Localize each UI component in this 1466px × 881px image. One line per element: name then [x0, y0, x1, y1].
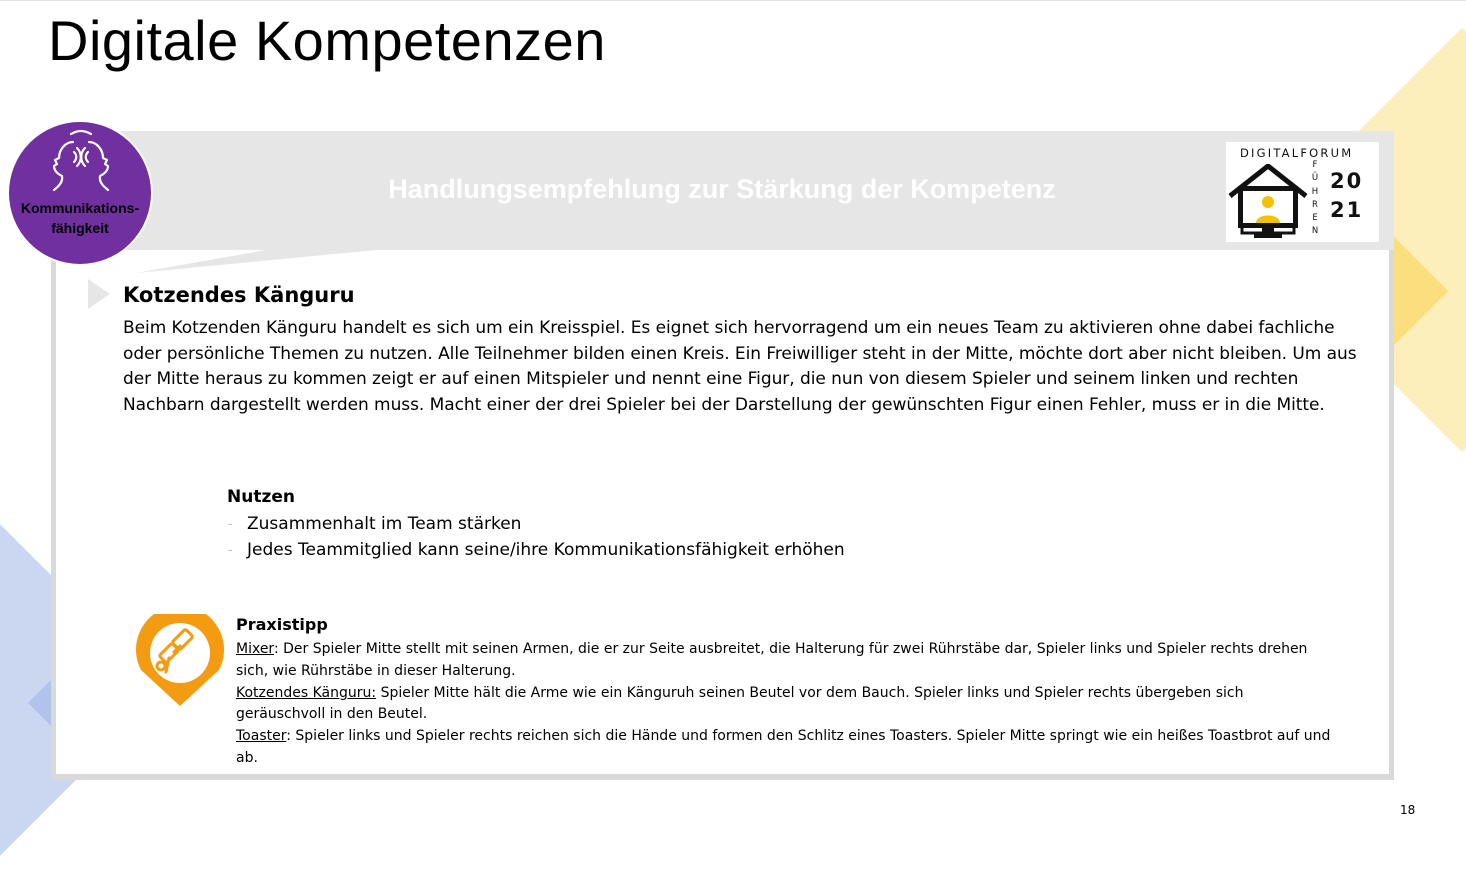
page-number: 18	[1400, 803, 1416, 817]
tipp-separator: :	[286, 728, 296, 745]
logo-letter: F	[1312, 160, 1318, 170]
list-item	[226, 512, 845, 538]
triangle-bullet-icon	[88, 279, 112, 309]
tipp-desc-toaster: Spieler links und Spieler rechts reichen sich die Hände und formen den Schlitz eines Toasters. Spieler Mitte springt wie ein heißes Toastbrot auf und ab.	[236, 728, 1331, 766]
dash-bullet: -	[228, 517, 233, 532]
nutzen-item-text: Jedes Teammitglied kann seine/ihre Kommunikationsfähigkeit erhöhen	[247, 539, 845, 560]
logo-year-line1: 20	[1330, 169, 1364, 193]
house-monitor-icon	[1228, 164, 1308, 240]
nutzen-item-text: Zusammenhalt im Team stärken	[247, 514, 522, 534]
tipp-term-toaster: Toaster	[236, 728, 287, 745]
praxistipp-heading: Praxistipp	[236, 615, 328, 634]
banner-title: Handlungsempfehlung zur Stärkung der Kompetenz	[388, 174, 1056, 204]
tipp-desc-mixer: Der Spieler Mitte stellt mit seinen Armen, die er zur Seite ausbreitet, die Halterung für zwei Rührstäbe dar, Spieler links und Spieler rechts drehen sich, wie Rührstäbe in dieser Halterung.	[236, 641, 1308, 679]
section-body: Beim Kotzenden Känguru handelt es sich um ein Kreisspiel. Es eignet sich hervorragend um ein neues Team zu aktivieren ohne dabei fachliche oder persönliche Themen zu nutzen. Alle Teilnehmer bilden einen Kreis. Ein Freiwilliger steht in der Mitte, möchte dort aber nicht bleiben. Um aus der Mitte heraus zu kommen zeigt er auf einen Mitspieler und nennt eine Figur, die nun von diesem Spieler und seinem linken und rechten Nachbarn dargestellt werden muss. Macht einer der drei Spieler bei der Darstellung der gewünschten Figur einen Fehler, muss er in die Mitte.	[123, 318, 1357, 415]
tipp-separator: :	[273, 641, 284, 657]
dash-bullet: -	[228, 542, 233, 558]
section-heading: Kotzendes Känguru	[123, 283, 355, 307]
telescope-icon	[133, 614, 227, 708]
badge-label-line1: Kommunikations-	[20, 200, 140, 216]
logo-vertical-text	[1309, 159, 1321, 239]
logo-letter: Ü	[1311, 173, 1319, 184]
top-border-line	[0, 0, 1466, 1]
badge-label	[7, 198, 153, 238]
two-heads-talking-icon	[45, 128, 117, 196]
tipp-term-mixer: Mixer	[236, 641, 274, 657]
nutzen-heading: Nutzen	[227, 487, 295, 507]
nutzen-list	[226, 512, 845, 563]
tipp-term-kaenguru: Kotzendes Känguru:	[236, 684, 377, 701]
praxistipp-text	[236, 639, 1336, 770]
logo-letter: R	[1312, 199, 1318, 210]
logo-letter: H	[1311, 186, 1319, 197]
list-item	[226, 538, 845, 564]
badge-label-line2: fähigkeit	[51, 220, 109, 236]
slide-title: Digitale Kompetenzen	[48, 9, 606, 72]
logo-year-line2: 21	[1330, 198, 1364, 222]
logo-letter: N	[1311, 226, 1319, 237]
logo-letter: E	[1312, 213, 1318, 224]
tipp-desc-kaenguru: Spieler Mitte hält die Arme wie ein Känguruh seinen Beutel vor dem Bauch. Spieler links und Spieler rechts übergeben sich geräuschvoll in den Beutel.	[236, 684, 1244, 723]
logo-title: DIGITALFORUM	[1240, 146, 1354, 160]
